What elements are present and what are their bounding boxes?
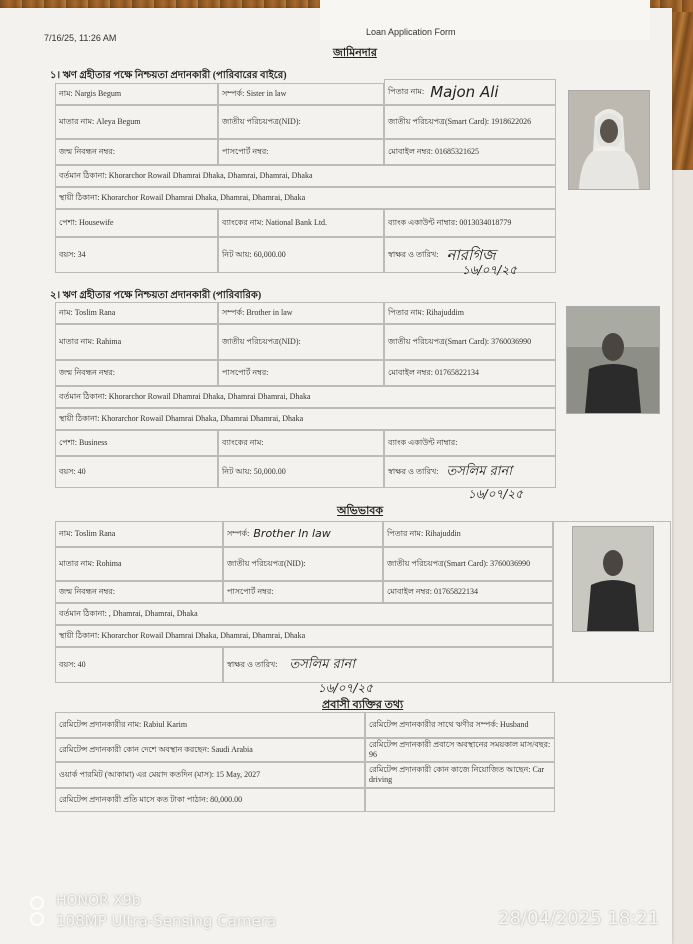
g1-income: নিট আয়: 60,000.00 xyxy=(218,237,384,273)
g2-relation: সম্পর্ক: Brother in law xyxy=(218,302,384,324)
guarantor2-section-title: ২। ঋণ গ্রহীতার পক্ষে নিশ্চয়তা প্রদানকারী (পারিবারিক) xyxy=(50,290,262,301)
g2-occupation: পেশা: Business xyxy=(55,430,218,456)
guardian-signature-label: স্বাক্ষর ও তারিখ: xyxy=(227,660,278,669)
g1-date-handwritten: ১৬/০৭/২৫ xyxy=(462,263,517,277)
camera-lens-icon xyxy=(30,896,44,910)
g1-bank: ব্যাংকের নাম: National Bank Ltd. xyxy=(218,209,384,237)
g1-nid: জাতীয় পরিচয়পত্র(NID): xyxy=(218,105,384,139)
g2-bank: ব্যাংকের নাম: xyxy=(218,430,384,456)
expat-country: রেমিটেন্স প্রদানকারী কোন দেশে অবস্থান করছেন: Saudi Arabia xyxy=(55,738,365,762)
guardian-present-address: বর্তমান ঠিকানা: , Dhamrai, Dhamrai, Dhaka xyxy=(55,603,553,625)
g1-permanent-address: স্থায়ী ঠিকানা: Khorarchor Rowail Dhamrai Dhaka, Dhamrai, Dhamrai, Dhaka xyxy=(55,187,556,209)
person-photo-icon xyxy=(567,307,659,413)
g2-mobile: মোবাইল নম্বর: 01765822134 xyxy=(384,360,556,386)
expat-empty-cell xyxy=(365,788,555,812)
g1-smart-card: জাতীয় পরিচয়পত্র(Smart Card): 1918622026 xyxy=(384,105,556,139)
g1-relation: সম্পর্ক: Sister in law xyxy=(218,83,384,105)
g2-income: নিট আয়: 50,000.00 xyxy=(218,456,384,488)
g2-signature xyxy=(384,456,556,488)
g2-date-handwritten: ১৬/০৭/২৫ xyxy=(468,487,523,501)
guardian-passport: পাসপোর্ট নম্বর: xyxy=(223,581,383,603)
g1-occupation: পেশা: Housewife xyxy=(55,209,218,237)
g1-father-handwritten: Majon Ali xyxy=(430,82,499,101)
g2-father: পিতার নাম: Rihajuddim xyxy=(384,302,556,324)
guardian-nid: জাতীয় পরিচয়পত্র(NID): xyxy=(223,547,383,581)
g1-mother: মাতার নাম: Aleya Begum xyxy=(55,105,218,139)
g2-photo xyxy=(566,306,660,414)
guardian-smart-card: জাতীয় পরিচয়পত্র(Smart Card): 3760036990 xyxy=(383,547,553,581)
g1-age: বয়স: 34 xyxy=(55,237,218,273)
form-title: Loan Application Form xyxy=(366,27,456,37)
watermark-datetime: 28/04/2025 18:21 xyxy=(498,908,660,929)
guardian-birth-reg: জন্ম নিবন্ধন নম্বর: xyxy=(55,581,223,603)
guardian-mobile: মোবাইল নম্বর: 01765822134 xyxy=(383,581,553,603)
g2-permanent-address: স্থায়ী ঠিকানা: Khorarchor Rowail Dhamrai Dhaka, Dhamrai Dhamrai, Dhaka xyxy=(55,408,556,430)
print-timestamp: 7/16/25, 11:26 AM xyxy=(44,33,117,43)
guardian-signature xyxy=(223,647,553,683)
g2-signature-handwritten: তসলিম রানা xyxy=(446,463,513,479)
g2-birth-reg: জন্ম নিবন্ধন নম্বর: xyxy=(55,360,218,386)
g1-signature-label: স্বাক্ষর ও তারিখ: xyxy=(388,250,439,259)
guardian-relation xyxy=(223,521,383,547)
g2-signature-label: স্বাক্ষর ও তারিখ: xyxy=(388,467,439,476)
guardian-father: পিতার নাম: Rihajuddin xyxy=(383,521,553,547)
g2-mother: মাতার নাম: Rahima xyxy=(55,324,218,360)
g2-smart-card: জাতীয় পরিচয়পত্র(Smart Card): 3760036990 xyxy=(384,324,556,360)
guarantor1-section-title: ১। ঋণ গ্রহীতার পক্ষে নিশ্চয়তা প্রদানকারী (পারিবারের বাইরে) xyxy=(50,70,287,81)
g1-present-address: বর্তমান ঠিকানা: Khorarchor Rowail Dhamrai Dhaka, Dhamrai, Dhamrai, Dhaka xyxy=(55,165,556,187)
guardian-age: বয়স: 40 xyxy=(55,647,223,683)
g1-name: নাম: Nargis Begum xyxy=(55,83,218,105)
guardian-relation-handwritten: Brother In law xyxy=(253,527,331,541)
camera-lens-icon xyxy=(30,912,44,926)
g1-father xyxy=(384,79,556,105)
g1-passport: পাসপোর্ট নম্বর: xyxy=(218,139,384,165)
guardian-photo xyxy=(572,526,654,632)
g2-present-address: বর্তমান ঠিকানা: Khorarchor Rowail Dhamrai Dhaka, Dhamrai Dhamrai, Dhaka xyxy=(55,386,556,408)
g1-account: ব্যাংক একাউন্ট নাম্বার: 0013034018779 xyxy=(384,209,556,237)
expat-permit: ওয়ার্ক পারমিট (আকামা) এর মেয়াদ কতদিন (মাস): 15 May, 2027 xyxy=(55,762,365,788)
watermark-camera: 108MP Ultra-Sensing Camera xyxy=(56,912,277,930)
guardian-date-handwritten: ১৬/০৭/২৫ xyxy=(318,681,373,695)
g1-photo xyxy=(568,90,650,190)
guardian-mother: মাতার নাম: Rohima xyxy=(55,547,223,581)
expat-duration: রেমিটেন্স প্রদানকারী প্রবাসে অবস্থানের সময়কাল মাস/বছর: 96 xyxy=(365,738,555,762)
guarantor-heading: জামিনদার xyxy=(333,47,377,59)
g1-birth-reg: জন্ম নিবন্ধন নম্বর: xyxy=(55,139,218,165)
expat-job: রেমিটেন্স প্রদানকারী কোন কাজে নিয়োজিত আছেন: Car driving xyxy=(365,762,555,788)
expat-relation: রেমিটেন্স প্রদানকারীর সাথে ঋণীর সম্পর্ক: Husband xyxy=(365,712,555,738)
g2-age: বয়স: 40 xyxy=(55,456,218,488)
guardian-heading: অভিভাবক xyxy=(337,505,384,517)
g2-nid: জাতীয় পরিচয়পত্র(NID): xyxy=(218,324,384,360)
guardian-name: নাম: Toslim Rana xyxy=(55,521,223,547)
watermark-device: HONOR X9b xyxy=(56,893,141,909)
g2-passport: পাসপোর্ট নম্বর: xyxy=(218,360,384,386)
expat-monthly: রেমিটেন্স প্রদানকারী প্রতি মাসে কত টাকা পাঠান: 80,000.00 xyxy=(55,788,365,812)
g2-account: ব্যাংক একাউন্ট নাম্বার: xyxy=(384,430,556,456)
g1-mobile: মোবাইল নম্বর: 01685321625 xyxy=(384,139,556,165)
guardian-permanent-address: স্থায়ী ঠিকানা: Khorarchor Rowail Dhamrai Dhaka, Dhamrai, Dhamrai, Dhaka xyxy=(55,625,553,647)
g1-signature-handwritten: নারগিজ xyxy=(446,245,496,264)
expat-heading: প্রবাসী ব্যক্তির তথ্য xyxy=(322,699,404,711)
expat-remitter-name: রেমিটেন্স প্রদানকারীর নাম: Rabiul Karim xyxy=(55,712,365,738)
guardian-signature-handwritten: তসলিম রানা xyxy=(289,656,356,672)
g1-father-label: পিতার নাম: xyxy=(388,87,425,96)
guardian-relation-label: সম্পর্ক: xyxy=(227,529,250,538)
person-photo-icon xyxy=(573,527,653,631)
g2-name: নাম: Toslim Rana xyxy=(55,302,218,324)
person-photo-icon xyxy=(569,91,649,189)
